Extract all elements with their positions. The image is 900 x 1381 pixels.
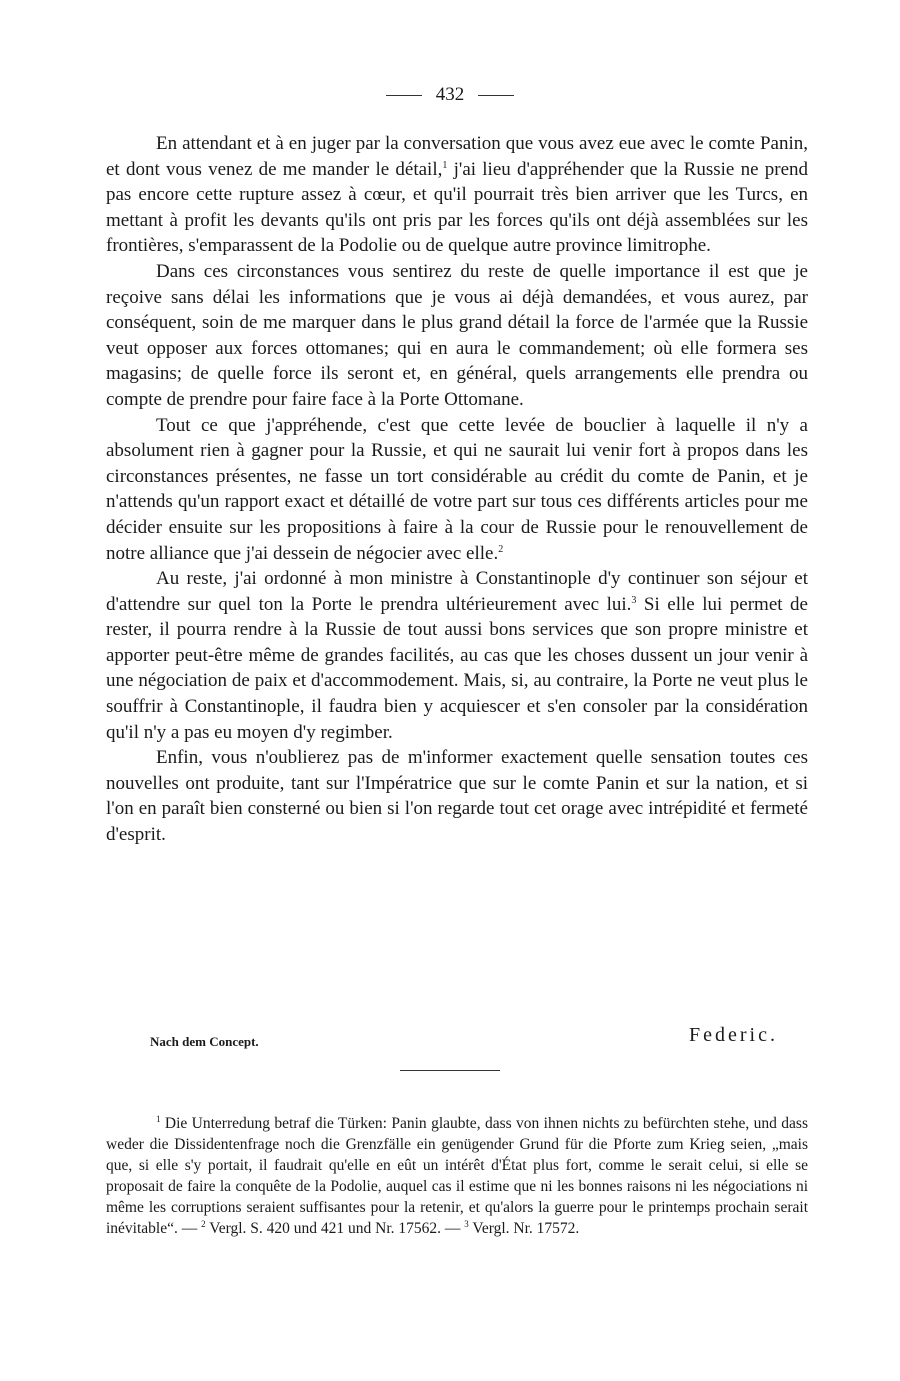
footnote-marker: 1	[442, 159, 448, 171]
page-header	[0, 84, 900, 106]
footnote-block	[106, 1113, 808, 1239]
footnotes	[106, 1113, 808, 1239]
footnote-divider	[400, 1070, 500, 1071]
closing-row	[106, 1024, 808, 1054]
footnote-2-marker: 2	[201, 1219, 206, 1229]
paragraph-5	[106, 745, 808, 847]
header-dash-left	[386, 95, 422, 96]
footnote-marker: 2	[498, 543, 504, 555]
footnote-1-marker: 1	[156, 1114, 161, 1124]
paragraph-2	[106, 259, 808, 413]
paragraph-4	[106, 566, 808, 745]
paragraph-text: Enfin, vous n'oublierez pas de m'informer exactement quelle sensation toutes ces nouvelles ont produite, tant sur l'Impératrice que sur le comte Panin et sur la nation, et si l'on en paraît bien consterné ou bien si l'on regarde tout cet orage avec intrépidité et fermeté d'esprit.	[106, 747, 808, 846]
footnote-2-text: Vergl. S. 420 und 421 und Nr. 17562. —	[205, 1220, 465, 1237]
letter-body	[106, 131, 808, 848]
paragraph-text-cont: Si elle lui permet de rester, il pourra rendre à la Russie de tout aussi bons services que son propre ministre et apporter peut-être même de grandes facilités, au cas que les choses dussent un jour venir à une négociation de paix et d'accommodement. Mais, si, au contraire, la Porte ne veut plus le souffrir à Constantinople, il faudra bien y acquiescer et s'en consoler par la considération qu'il n'y a pas eu moyen d'y regimber.	[106, 593, 808, 743]
footnote-1-text: Die Unterredung betraf die Türken: Panin glaubte, dass von ihnen nichts zu befürchten stehe, und dass weder die Dissidentenfrage noch die Grenzfälle ein genügender Grund für die Pforte zum Krieg seien, „mais que, si elle s'y portait, il faudrait qu'elle en eût un intérêt d'État plus fort, comme le serait celui, si elle se proposait de faire la conquête de la Podolie, auquel cas il estime que ni les bonnes raisons ni les négociations ni même les corruptions seraient suffisantes pour la retenir, et qu'alors la guerre pour le printemps prochain serait inévitable“. —	[106, 1115, 808, 1237]
footnote-marker: 3	[631, 594, 637, 606]
paragraph-text-cont: j'ai lieu d'appréhender que la Russie ne prend pas encore cette rupture assez à cœur, et qu'il pourrait très bien arriver que les Turcs, en mettant à profit les devants qu'ils ont pris par les forces qu'ils ont déjà assemblées sur les frontières, s'emparassent de la Podolie ou de quelque autre province limitrophe.	[106, 158, 808, 257]
paragraph-3	[106, 413, 808, 567]
paragraph-1	[106, 131, 808, 259]
paragraph-text: Dans ces circonstances vous sentirez du reste de quelle importance il est que je reçoive sans délai les informations que je vous ai déjà demandées, et vous aurez, par conséquent, soin de me marquer dans le plus grand détail la force de l'armée que la Russie veut opposer aux forces ottomanes; qui en aura le commandement; où elle formera ses magasins; de quelle force ils seront et, en général, quels arrangements elle prendra ou compte de prendre pour faire face à la Porte Ottomane.	[106, 260, 808, 410]
footnote-3-text: Vergl. Nr. 17572.	[468, 1220, 580, 1237]
signature: Federic.	[689, 1024, 778, 1046]
header-dash-right	[478, 95, 514, 96]
paragraph-text: Tout ce que j'appréhende, c'est que cette levée de bouclier à laquelle il n'y a absolument rien à gagner pour la Russie, et qui ne saurait lui venir fort à propos dans les circonstances présentes, ne fasse un tort considérable au crédit du comte de Panin, et je n'attends qu'un rapport exact et détaillé de votre part sur tous ces différents articles pour me décider ensuite sur les propositions à faire à la cour de Russie pour le renouvellement de notre alliance que j'ai dessein de négocier avec elle.	[106, 414, 808, 564]
source-note: Nach dem Concept.	[150, 1034, 259, 1049]
paragraph-text: En attendant et à en juger par la conversation que vous avez eue avec le comte Panin, et dont vous venez de me mander le détail,	[106, 133, 808, 180]
paragraph-text: Au reste, j'ai ordonné à mon ministre à Constantinople d'y continuer son séjour et d'attendre sur quel ton la Porte le prendra ultérieurement avec lui.	[106, 568, 808, 615]
footnote-3-marker: 3	[464, 1219, 469, 1229]
page-number: 432	[435, 84, 465, 105]
